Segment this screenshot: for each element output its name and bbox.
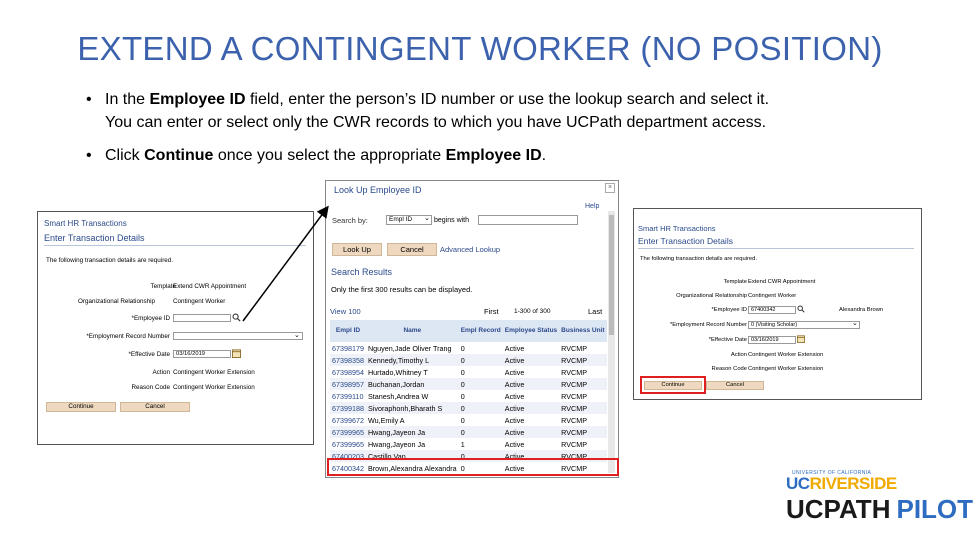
chevron-down-icon: ⌄ (852, 320, 858, 327)
continue-highlight (640, 376, 706, 394)
cell-empl-record: 0 (459, 462, 503, 474)
cell-status: Active (503, 426, 559, 438)
bullet-marker: • (86, 91, 92, 108)
panel-note: The following transaction details are required. (640, 256, 757, 262)
cell-empl-id[interactable]: 67399188 (332, 403, 364, 413)
look-up-button[interactable]: Look Up (332, 243, 382, 256)
cell-status: Active (503, 342, 559, 354)
search-lookup-icon[interactable] (797, 305, 805, 313)
advanced-lookup-link[interactable]: Advanced Lookup (440, 245, 501, 254)
close-icon[interactable]: × (605, 183, 615, 193)
cell-empl-record: 0 (459, 378, 503, 390)
cell-empl-record: 0 (459, 354, 503, 366)
cell-business-unit: RVCMP (559, 426, 606, 438)
bullet-text: In the (105, 91, 150, 108)
org-relationship-label: Organizational Relationship (78, 298, 156, 305)
slide-title: EXTEND A CONTINGENT WORKER (NO POSITION) (77, 30, 883, 67)
search-by-label: Search by: (332, 216, 368, 225)
logo-uc: UC (786, 474, 810, 493)
panel-header: Smart HR Transactions (44, 219, 127, 228)
effective-date-input[interactable]: 03/16/2019 (748, 336, 796, 344)
cell-business-unit: RVCMP (559, 462, 606, 474)
search-results-title: Search Results (331, 267, 393, 277)
cell-business-unit: RVCMP (559, 402, 606, 414)
nav-range: 1-300 of 300 (514, 308, 551, 315)
cell-status: Active (503, 414, 559, 426)
bullet-text-line2: You can enter or select only the CWR records to which you have UCPath department access. (105, 114, 767, 131)
cell-name: Nguyen,Jade Oliver Trang (366, 342, 459, 354)
cell-name: Stanesh,Andrea W (366, 390, 459, 402)
bullet-text: . (541, 147, 547, 164)
logo-university: UNIVERSITY OF CALIFORNIA (792, 470, 872, 476)
cell-empl-record: 0 (459, 342, 503, 354)
template-label: Template (150, 283, 176, 290)
dialog-title: Look Up Employee ID (334, 185, 422, 195)
bullet-bold: Employee ID (445, 147, 542, 164)
cell-status: Active (503, 390, 559, 402)
bullet-bold: Continue (144, 147, 214, 164)
bullet-text: Click (105, 147, 145, 164)
col-employee-status[interactable]: Employee Status (503, 320, 559, 342)
help-link[interactable]: Help (585, 203, 600, 210)
chevron-down-icon: ⌄ (424, 215, 430, 222)
cell-name: Buchanan,Jordan (366, 378, 459, 390)
cell-business-unit: RVCMP (559, 438, 606, 450)
chevron-down-icon: ⌄ (294, 332, 300, 339)
reason-code-label: Reason Code (131, 384, 170, 391)
calendar-icon[interactable] (797, 335, 805, 343)
cell-name: Wu,Emily A (366, 414, 459, 426)
action-value: Contingent Worker Extension (173, 369, 255, 376)
cancel-button[interactable]: Cancel (706, 381, 764, 390)
nav-first[interactable]: First (484, 307, 499, 316)
template-value: Extend CWR Appointment (173, 283, 247, 290)
cell-business-unit: RVCMP (559, 366, 606, 378)
org-relationship-value: Contingent Worker (173, 298, 226, 305)
panel-subheader: Enter Transaction Details (44, 233, 306, 246)
panel-header: Smart HR Transactions (638, 224, 716, 233)
cell-empl-id[interactable]: 67400203 (332, 451, 364, 461)
col-empl-record[interactable]: Empl Record (459, 320, 503, 342)
cell-empl-id[interactable]: 67398954 (332, 367, 364, 377)
nav-last[interactable]: Last (588, 307, 603, 316)
employee-id-label: *Employee ID (711, 307, 747, 313)
cell-status: Active (503, 438, 559, 450)
search-by-select[interactable]: Empl ID (386, 215, 432, 225)
org-relationship-value: Contingent Worker (748, 293, 797, 299)
view-100-link[interactable]: View 100 (330, 307, 361, 316)
cell-empl-record: 0 (459, 402, 503, 414)
cell-empl-id[interactable]: 67398179 (332, 343, 364, 353)
cell-empl-id[interactable]: 67398358 (332, 355, 364, 365)
cell-empl-id[interactable]: 67399672 (332, 415, 364, 425)
reason-code-value: Contingent Worker Extension (173, 384, 255, 391)
cell-empl-record: 1 (459, 438, 503, 450)
results-note: Only the first 300 results can be displayed. (331, 285, 473, 294)
cell-status: Active (503, 378, 559, 390)
panel-note: The following transaction details are required. (46, 257, 174, 264)
employee-id-input[interactable]: 67400342 (748, 306, 796, 314)
template-label: Template (723, 279, 747, 285)
cell-status: Active (503, 354, 559, 366)
effective-date-label: *Effective Date (128, 351, 170, 358)
template-value: Extend CWR Appointment (748, 279, 816, 285)
org-relationship-label: Organizational Relationship (676, 293, 747, 299)
ucr-ucpath-pilot-logo (786, 470, 973, 526)
cell-status: Active (503, 450, 559, 462)
cell-empl-id[interactable]: 67398957 (332, 379, 364, 389)
logo-pilot: PILOT (896, 494, 973, 524)
cell-empl-id[interactable]: 67399965 (332, 439, 364, 449)
cell-empl-id[interactable]: 67400342 (332, 463, 364, 473)
cell-name: Brown,Alexandra Alexandra (367, 463, 457, 473)
cell-business-unit: RVCMP (559, 354, 606, 366)
reason-code-label: Reason Code (711, 366, 747, 372)
cell-empl-record: 0 (459, 450, 503, 462)
cell-name: Sivoraphonh,Bharath S (366, 402, 459, 414)
cell-business-unit: RVCMP (559, 390, 606, 402)
cell-name: Castillo,Van (366, 450, 459, 462)
cell-business-unit: RVCMP (559, 378, 606, 390)
bullet-bold: Employee ID (149, 91, 246, 108)
effective-date-input[interactable]: 03/16/2019 (173, 350, 231, 358)
continue-button[interactable]: Continue (46, 402, 116, 412)
logo-riverside: RIVERSIDE (809, 474, 897, 493)
cell-empl-id[interactable]: 67399965 (332, 427, 364, 437)
employee-id-label: *Employee ID (131, 315, 170, 322)
employment-record-select[interactable]: 0 (Visiting Scholar) (748, 321, 860, 329)
cell-name: Hwang,Jayeon Ja (366, 426, 459, 438)
logo-ucpath-pilot (786, 494, 973, 525)
cancel-button[interactable]: Cancel (120, 402, 190, 412)
cell-name: Kennedy,Timothy L (366, 354, 459, 366)
cell-business-unit: RVCMP (559, 414, 606, 426)
cell-status: Active (503, 462, 559, 474)
logo-ucpath: UCPATH (786, 494, 891, 524)
action-label: Action (730, 352, 747, 358)
cell-business-unit: RVCMP (559, 342, 606, 354)
panel-subheader: Enter Transaction Details (638, 236, 914, 249)
cell-empl-record: 0 (459, 366, 503, 378)
action-label: Action (152, 369, 170, 376)
cell-empl-record: 0 (459, 414, 503, 426)
employee-name-value: Alexandra Brown (839, 307, 884, 313)
cell-empl-record: 0 (459, 426, 503, 438)
cell-empl-record: 0 (459, 390, 503, 402)
employment-record-label: *Employment Record Number (670, 322, 747, 328)
cell-name: Hurtado,Whitney T (366, 366, 459, 378)
effective-date-label: *Effective Date (708, 337, 747, 343)
operator-text: begins with (434, 217, 470, 224)
cell-status: Active (503, 402, 559, 414)
reason-code-value: Contingent Worker Extension (748, 366, 824, 372)
cell-status: Active (503, 366, 559, 378)
right-transaction-panel (633, 208, 922, 400)
bullet-text: once you select the appropriate (213, 147, 446, 164)
dialog-cancel-button[interactable]: Cancel (387, 243, 437, 256)
employment-record-label: *Employment Record Number (86, 333, 170, 340)
col-business-unit[interactable]: Business Unit (559, 320, 606, 342)
bullet-text: field, enter the person’s ID number or use the lookup search and select it. (245, 91, 770, 108)
bullet-marker: • (86, 147, 92, 164)
cell-name: Hwang,Jayeon Ja (366, 438, 459, 450)
action-value: Contingent Worker Extension (748, 352, 824, 358)
logo-uc-riverside (786, 474, 897, 494)
cell-empl-id[interactable]: 67399110 (330, 390, 366, 402)
col-empl-id[interactable]: Empl ID (330, 320, 366, 342)
cell-business-unit: RVCMP (559, 450, 606, 462)
col-name[interactable]: Name (366, 320, 459, 342)
continue-button[interactable]: Continue (644, 381, 702, 390)
